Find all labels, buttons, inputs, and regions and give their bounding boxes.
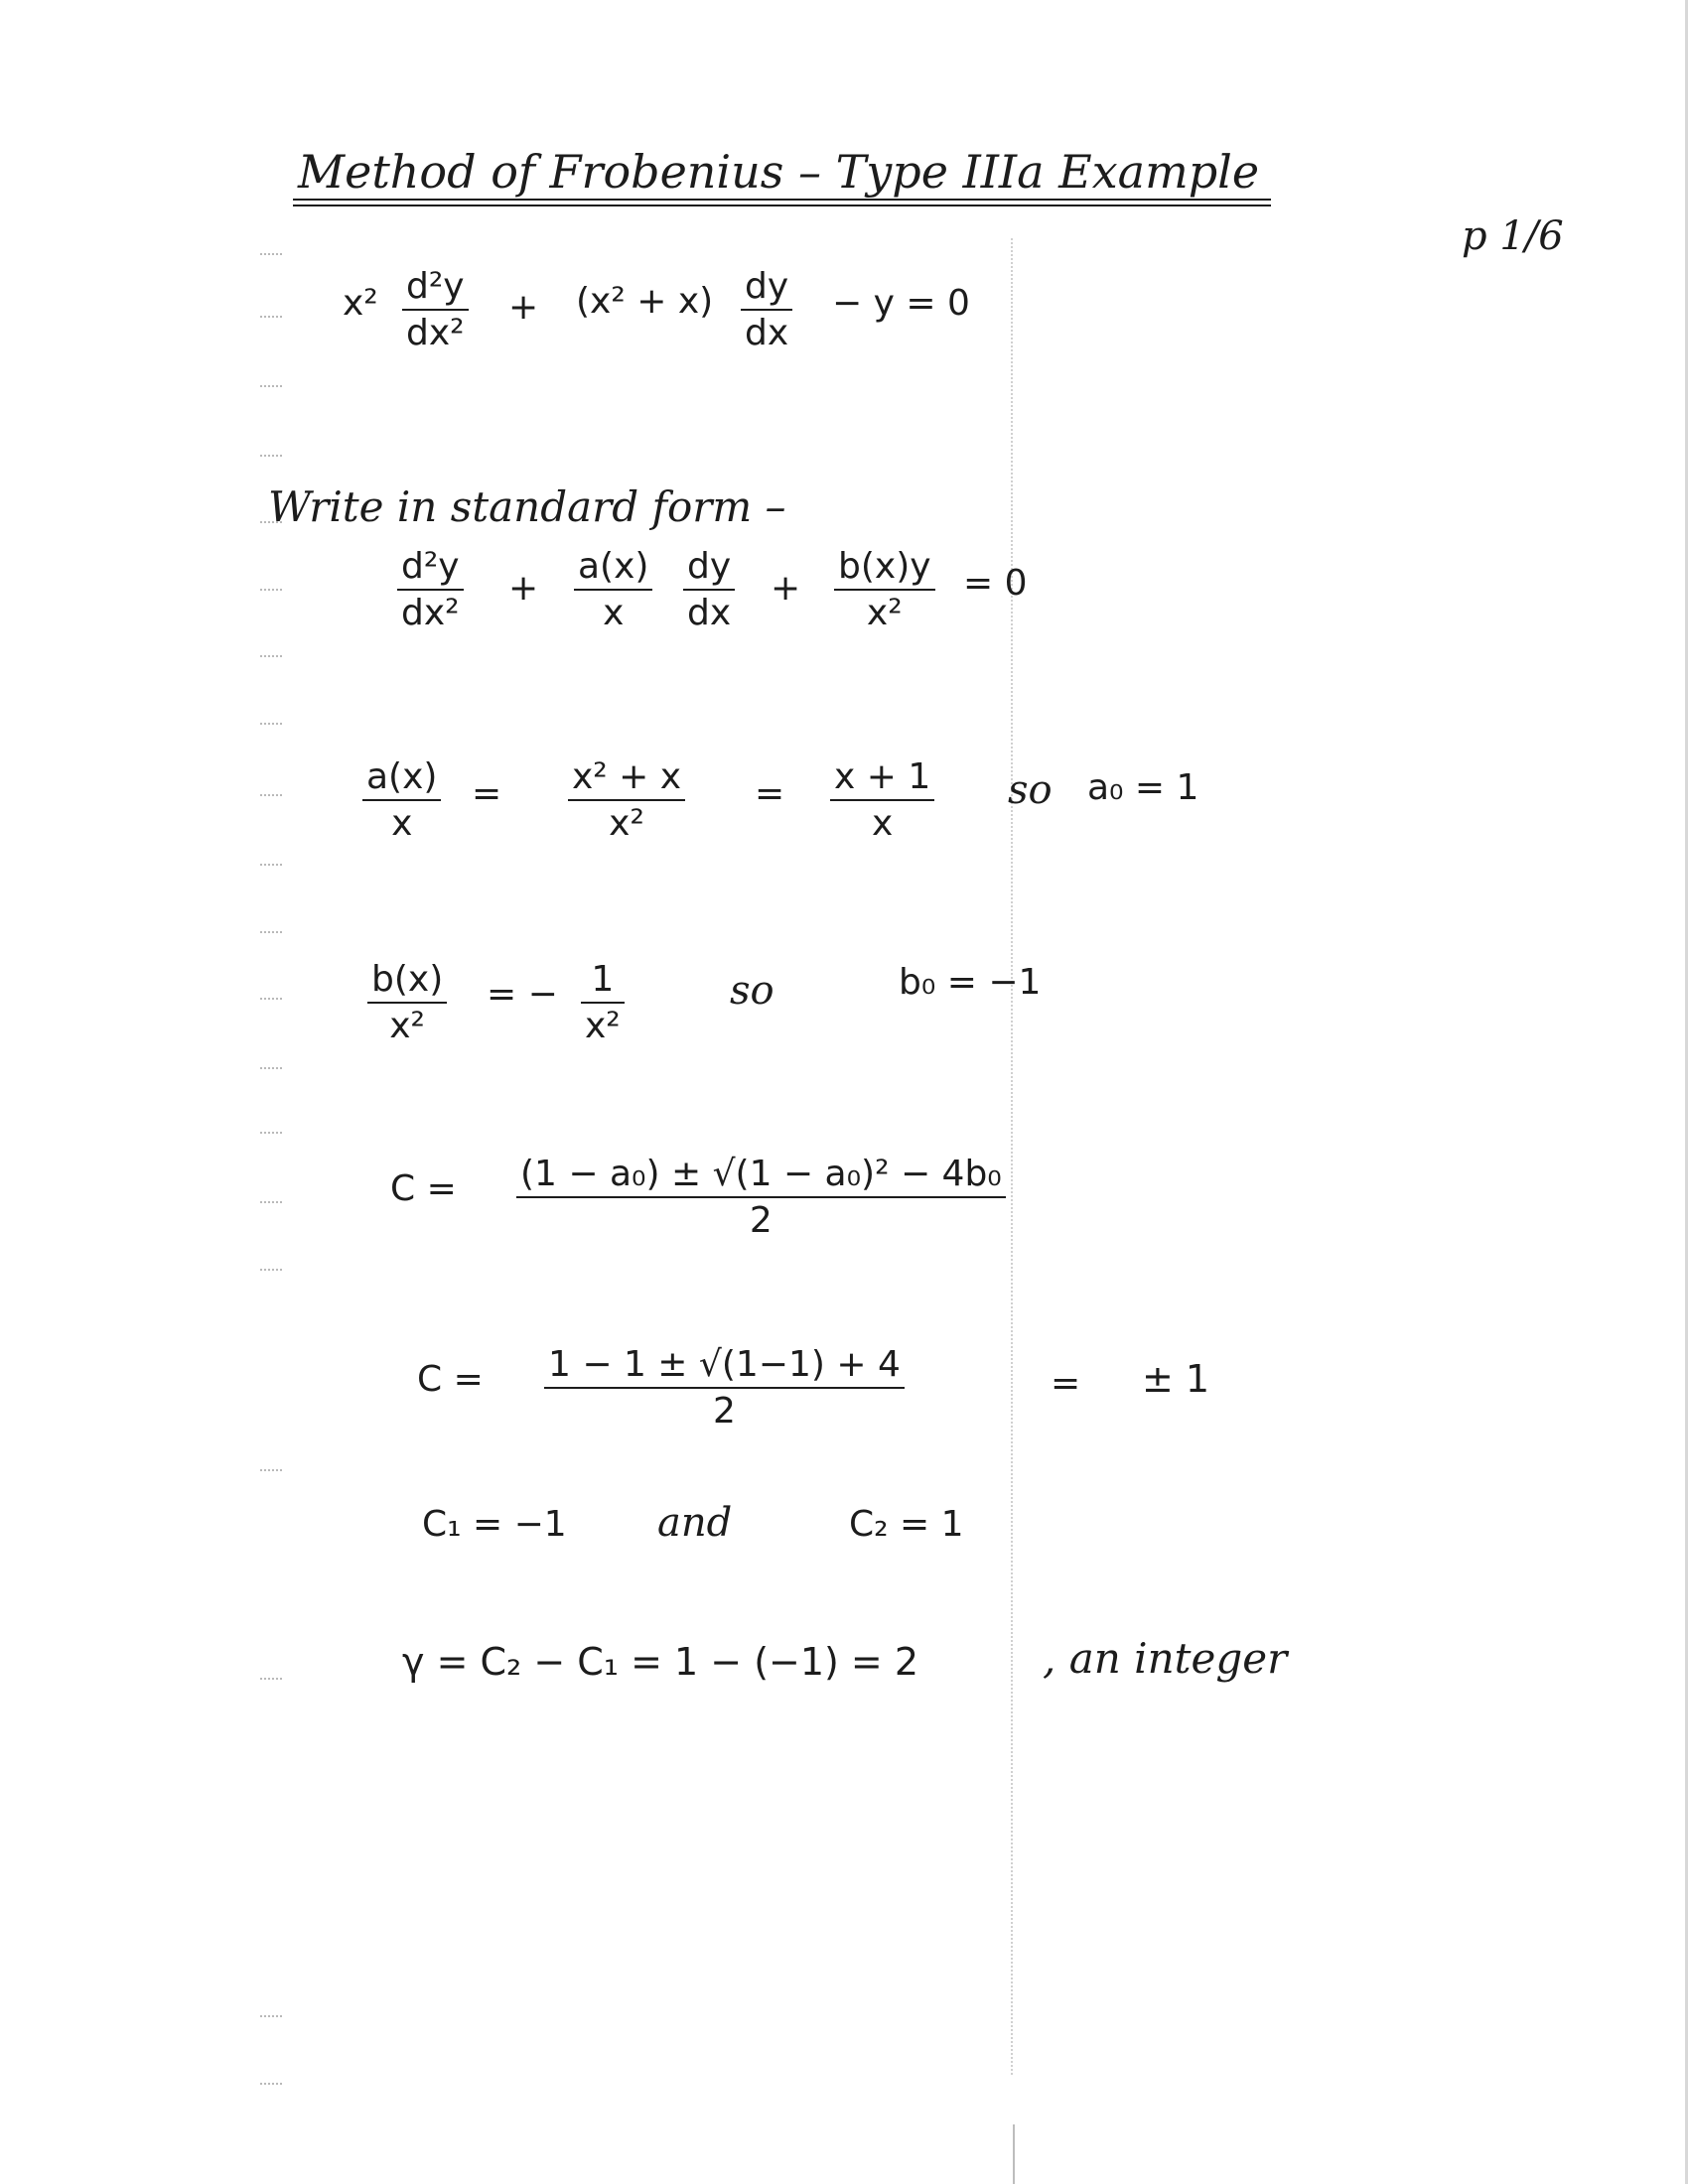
- margin-dot: [260, 316, 282, 320]
- sf-x2: x²: [866, 593, 903, 634]
- margin-dot: [260, 655, 282, 659]
- sf-equals-zero: = 0: [963, 563, 1028, 604]
- ruled-margin-line: [1011, 238, 1013, 2075]
- margin-dot: [260, 931, 282, 935]
- sf-dx: dx: [687, 593, 732, 634]
- sf-plus-1: +: [508, 568, 539, 609]
- gamma-expression: γ = C₂ − C₁ = 1 − (−1) = 2: [402, 1640, 919, 1684]
- b-line-den-1: x²: [389, 1006, 425, 1047]
- eq-dx2: dx²: [406, 313, 465, 354]
- eq-first-derivative: [741, 266, 792, 354]
- margin-dot: [260, 1469, 282, 1473]
- sf-second-derivative: [397, 546, 464, 634]
- margin-dot: [260, 794, 282, 798]
- sf-dx2: dx²: [401, 593, 460, 634]
- c-values-lhs: C =: [417, 1359, 484, 1400]
- c-values-numerator: 1 − 1 ± √(1−1) + 4: [548, 1344, 901, 1385]
- fraction-bar: [683, 589, 735, 591]
- sf-x: x: [603, 593, 625, 634]
- margin-dot: [260, 1678, 282, 1682]
- fraction-bar: [362, 799, 441, 801]
- a-line-frac-1: [362, 756, 441, 845]
- margin-dot: [260, 385, 282, 389]
- page-title: Method of Frobenius – Type IIIa Example: [298, 145, 1260, 199]
- b-line-so: so: [730, 968, 774, 1014]
- a-line-result: a₀ = 1: [1087, 767, 1199, 808]
- margin-dot: [260, 1067, 282, 1071]
- a-line-den-1: x: [391, 803, 413, 845]
- fraction-bar: [397, 589, 464, 591]
- eq-plus: +: [508, 287, 539, 328]
- eq-lead-term: x²: [343, 283, 378, 324]
- sf-b-over-x2: [834, 546, 935, 634]
- c-formula-denominator: 2: [749, 1200, 773, 1242]
- eq-dy: dy: [745, 266, 789, 307]
- a-line-num-1: a(x): [366, 756, 438, 797]
- a-line-frac-2: [568, 756, 685, 845]
- b-line-num-2: 1: [591, 959, 615, 1000]
- eq-coefficient: (x² + x): [576, 281, 714, 322]
- a-line-equals-2: =: [755, 773, 785, 814]
- margin-dot: [260, 723, 282, 727]
- eq-second-derivative: [402, 266, 469, 354]
- margin-dot: [260, 998, 282, 1002]
- margin-dot: [260, 864, 282, 868]
- eq-d2y: d²y: [406, 266, 465, 307]
- fraction-bar: [402, 309, 469, 311]
- fraction-bar: [741, 309, 792, 311]
- c-formula-numerator: (1 − a₀) ± √(1 − a₀)² − 4b₀: [520, 1154, 1002, 1194]
- title-underline: [293, 199, 1271, 201]
- sf-first-derivative: [683, 546, 735, 634]
- fraction-bar: [568, 799, 685, 801]
- fraction-bar: [516, 1196, 1006, 1198]
- sf-bx: b(x)y: [838, 546, 931, 587]
- c-values-result: ± 1: [1142, 1357, 1210, 1401]
- margin-dot: [260, 1201, 282, 1205]
- standard-form-label: Write in standard form –: [268, 482, 786, 531]
- roots-and: and: [657, 1500, 733, 1546]
- fraction-bar: [834, 589, 935, 591]
- eq-tail: − y = 0: [832, 283, 970, 324]
- gamma-comment: , an integer: [1043, 1634, 1288, 1683]
- fraction-bar: [830, 799, 934, 801]
- c-values-denominator: 2: [712, 1391, 736, 1433]
- a-line-num-3: x + 1: [834, 756, 931, 797]
- margin-dot: [260, 2083, 282, 2087]
- margin-dot: [260, 455, 282, 459]
- eq-dx: dx: [745, 313, 789, 354]
- margin-dot: [260, 589, 282, 593]
- margin-dot: [260, 1269, 282, 1273]
- a-line-equals-1: =: [472, 773, 502, 814]
- fraction-bar: [581, 1002, 625, 1004]
- c-values-fraction: [544, 1344, 905, 1433]
- title-underline: [293, 205, 1271, 206]
- fraction-bar: [544, 1387, 905, 1389]
- scan-artifact-mark: [1013, 2124, 1015, 2184]
- a-line-den-2: x²: [609, 803, 644, 845]
- page-number: p 1/6: [1462, 213, 1564, 259]
- a-line-num-2: x² + x: [572, 756, 682, 797]
- sf-a-over-x: [574, 546, 652, 634]
- sf-dy: dy: [687, 546, 732, 587]
- a-line-den-3: x: [871, 803, 894, 845]
- b-line-den-2: x²: [585, 1006, 621, 1047]
- a-line-so: so: [1008, 767, 1053, 813]
- b-line-result: b₀ = −1: [899, 962, 1042, 1003]
- sf-ax: a(x): [578, 546, 649, 587]
- b-line-num-1: b(x): [371, 959, 444, 1000]
- margin-dot: [260, 1132, 282, 1136]
- fraction-bar: [367, 1002, 447, 1004]
- fraction-bar: [574, 589, 652, 591]
- c-formula-fraction: [516, 1154, 1006, 1242]
- c-formula-lhs: C =: [390, 1168, 457, 1209]
- sf-plus-2: +: [771, 568, 801, 609]
- a-line-frac-3: [830, 756, 934, 845]
- root-c1: C₁ = −1: [422, 1504, 567, 1545]
- b-line-frac-2: [581, 959, 625, 1047]
- c-values-equals: =: [1051, 1363, 1081, 1404]
- b-line-frac-1: [367, 959, 447, 1047]
- b-line-equals: = −: [487, 974, 558, 1015]
- margin-dot: [260, 253, 282, 257]
- margin-dot: [260, 2015, 282, 2019]
- root-c2: C₂ = 1: [849, 1504, 964, 1545]
- sf-d2y: d²y: [401, 546, 460, 587]
